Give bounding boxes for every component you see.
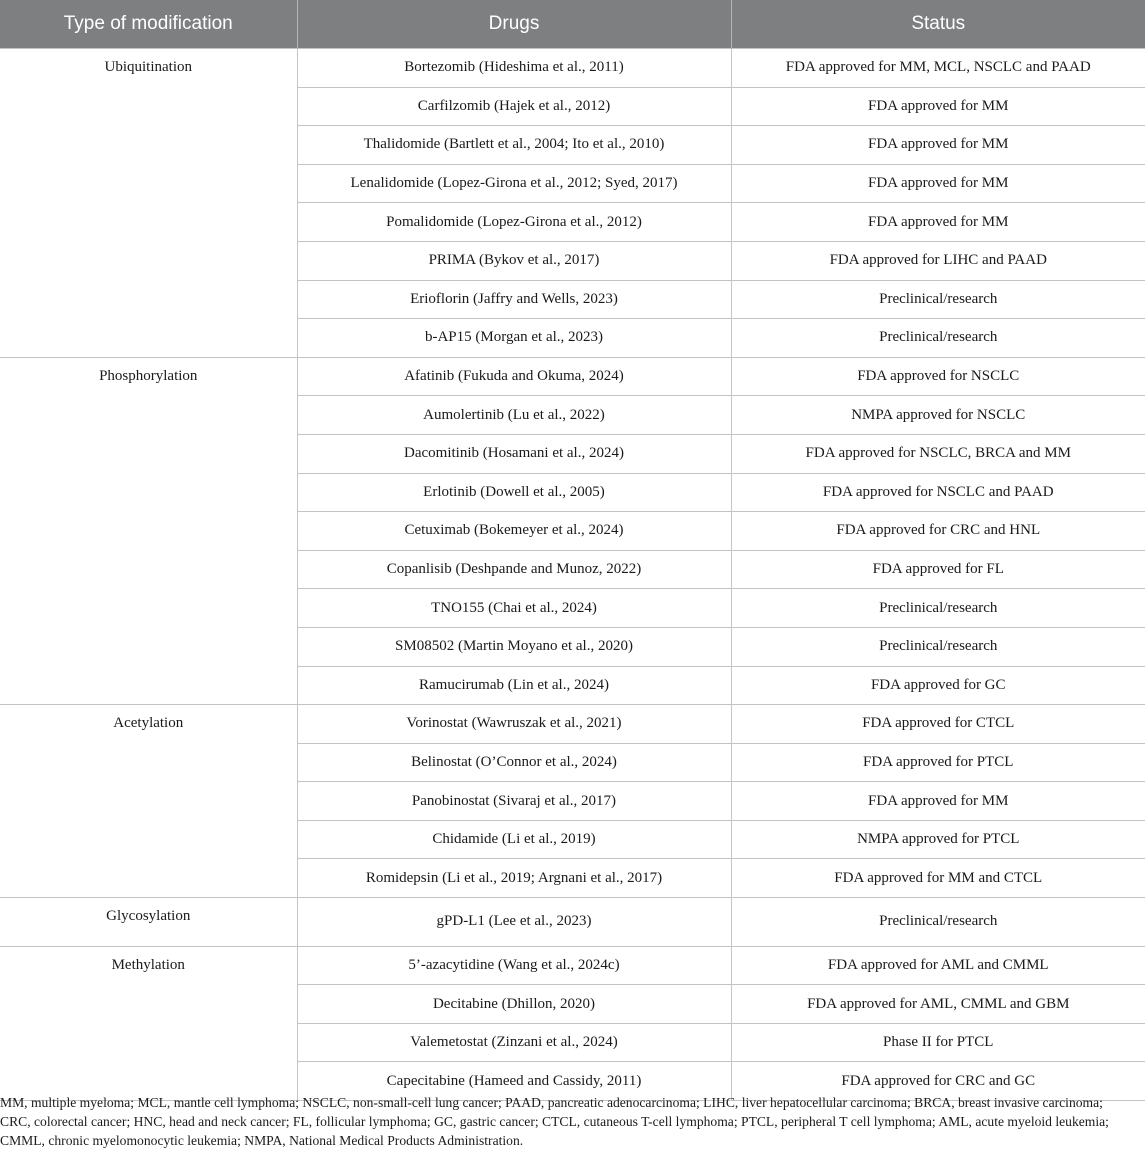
drug-cell: PRIMA (Bykov et al., 2017) — [297, 241, 731, 280]
drug-cell: Afatinib (Fukuda and Okuma, 2024) — [297, 357, 731, 396]
drug-cell: Ramucirumab (Lin et al., 2024) — [297, 666, 731, 705]
table-footnote: MM, multiple myeloma; MCL, mantle cell lymphoma; NSCLC, non-small-cell lung cancer; PAAD, pancreatic adenocarcinoma; LIHC, liver hepatocellular carcinoma; BRCA, breast invasive carcinoma; CRC, colorectal cancer; HNC, head and neck cancer; FL, follicular lymphoma; GC, gastric cancer; CTCL, cutaneous T-cell lymphoma; PTCL, peripheral T cell lymphoma; AML, acute myeloid leukemia; CMML, chronic myelomonocytic leukemia; NMPA, National Medical Products Administration. — [0, 1095, 1109, 1148]
drug-cell: Chidamide (Li et al., 2019) — [297, 820, 731, 859]
drug-cell: Thalidomide (Bartlett et al., 2004; Ito et al., 2010) — [297, 126, 731, 165]
status-cell: FDA approved for NSCLC, BRCA and MM — [731, 434, 1145, 473]
status-cell: FDA approved for GC — [731, 666, 1145, 705]
header-status: Status — [731, 0, 1145, 49]
status-cell: FDA approved for MM — [731, 164, 1145, 203]
header-row — [0, 0, 1145, 49]
status-cell: NMPA approved for PTCL — [731, 820, 1145, 859]
drug-cell: Carfilzomib (Hajek et al., 2012) — [297, 87, 731, 126]
status-cell: Preclinical/research — [731, 589, 1145, 628]
drug-cell: Decitabine (Dhillon, 2020) — [297, 985, 731, 1024]
drug-cell: Vorinostat (Wawruszak et al., 2021) — [297, 705, 731, 744]
drug-cell: SM08502 (Martin Moyano et al., 2020) — [297, 627, 731, 666]
drug-cell: Bortezomib (Hideshima et al., 2011) — [297, 49, 731, 88]
status-cell: FDA approved for MM — [731, 203, 1145, 242]
status-cell: Phase II for PTCL — [731, 1023, 1145, 1062]
modification-type-cell: Methylation — [0, 946, 297, 1100]
status-cell: FDA approved for NSCLC and PAAD — [731, 473, 1145, 512]
status-cell: NMPA approved for NSCLC — [731, 396, 1145, 435]
drug-cell: b-AP15 (Morgan et al., 2023) — [297, 319, 731, 358]
status-cell: Preclinical/research — [731, 319, 1145, 358]
modification-type-cell: Acetylation — [0, 705, 297, 898]
drug-cell: Panobinostat (Sivaraj et al., 2017) — [297, 782, 731, 821]
status-cell: Preclinical/research — [731, 280, 1145, 319]
drug-cell: Belinostat (O’Connor et al., 2024) — [297, 743, 731, 782]
status-cell: FDA approved for PTCL — [731, 743, 1145, 782]
drug-cell: Valemetostat (Zinzani et al., 2024) — [297, 1023, 731, 1062]
table-row — [0, 357, 1145, 396]
status-cell: Preclinical/research — [731, 898, 1145, 947]
table-row — [0, 49, 1145, 88]
status-cell: FDA approved for CRC and HNL — [731, 512, 1145, 551]
status-cell: FDA approved for MM — [731, 87, 1145, 126]
status-cell: FDA approved for MM — [731, 782, 1145, 821]
drug-cell: Copanlisib (Deshpande and Munoz, 2022) — [297, 550, 731, 589]
status-cell: FDA approved for CTCL — [731, 705, 1145, 744]
drug-cell: TNO155 (Chai et al., 2024) — [297, 589, 731, 628]
drug-cell: gPD-L1 (Lee et al., 2023) — [297, 898, 731, 947]
status-cell: FDA approved for MM and CTCL — [731, 859, 1145, 898]
status-cell: FDA approved for LIHC and PAAD — [731, 241, 1145, 280]
status-cell: Preclinical/research — [731, 627, 1145, 666]
status-cell: FDA approved for MM — [731, 126, 1145, 165]
status-cell: FDA approved for AML, CMML and GBM — [731, 985, 1145, 1024]
header-modification: Type of modification — [0, 0, 297, 49]
table-row — [0, 946, 1145, 985]
modification-type-cell: Ubiquitination — [0, 49, 297, 358]
status-cell: FDA approved for CRC and GC — [731, 1062, 1145, 1101]
table-row — [0, 898, 1145, 947]
drug-cell: Erlotinib (Dowell et al., 2005) — [297, 473, 731, 512]
drug-cell: Cetuximab (Bokemeyer et al., 2024) — [297, 512, 731, 551]
drug-cell: Aumolertinib (Lu et al., 2022) — [297, 396, 731, 435]
drug-cell: Capecitabine (Hameed and Cassidy, 2011) — [297, 1062, 731, 1101]
status-cell: FDA approved for FL — [731, 550, 1145, 589]
drug-cell: Pomalidomide (Lopez-Girona et al., 2012) — [297, 203, 731, 242]
drug-cell: Erioflorin (Jaffry and Wells, 2023) — [297, 280, 731, 319]
modification-type-cell: Glycosylation — [0, 898, 297, 947]
table-body — [0, 49, 1145, 1101]
status-cell: FDA approved for MM, MCL, NSCLC and PAAD — [731, 49, 1145, 88]
drug-cell: 5’-azacytidine (Wang et al., 2024c) — [297, 946, 731, 985]
status-cell: FDA approved for NSCLC — [731, 357, 1145, 396]
drug-cell: Romidepsin (Li et al., 2019; Argnani et al., 2017) — [297, 859, 731, 898]
status-cell: FDA approved for AML and CMML — [731, 946, 1145, 985]
drug-cell: Dacomitinib (Hosamani et al., 2024) — [297, 434, 731, 473]
modification-type-cell: Phosphorylation — [0, 357, 297, 704]
table-row — [0, 705, 1145, 744]
header-drugs: Drugs — [297, 0, 731, 49]
drug-cell: Lenalidomide (Lopez-Girona et al., 2012; Syed, 2017) — [297, 164, 731, 203]
